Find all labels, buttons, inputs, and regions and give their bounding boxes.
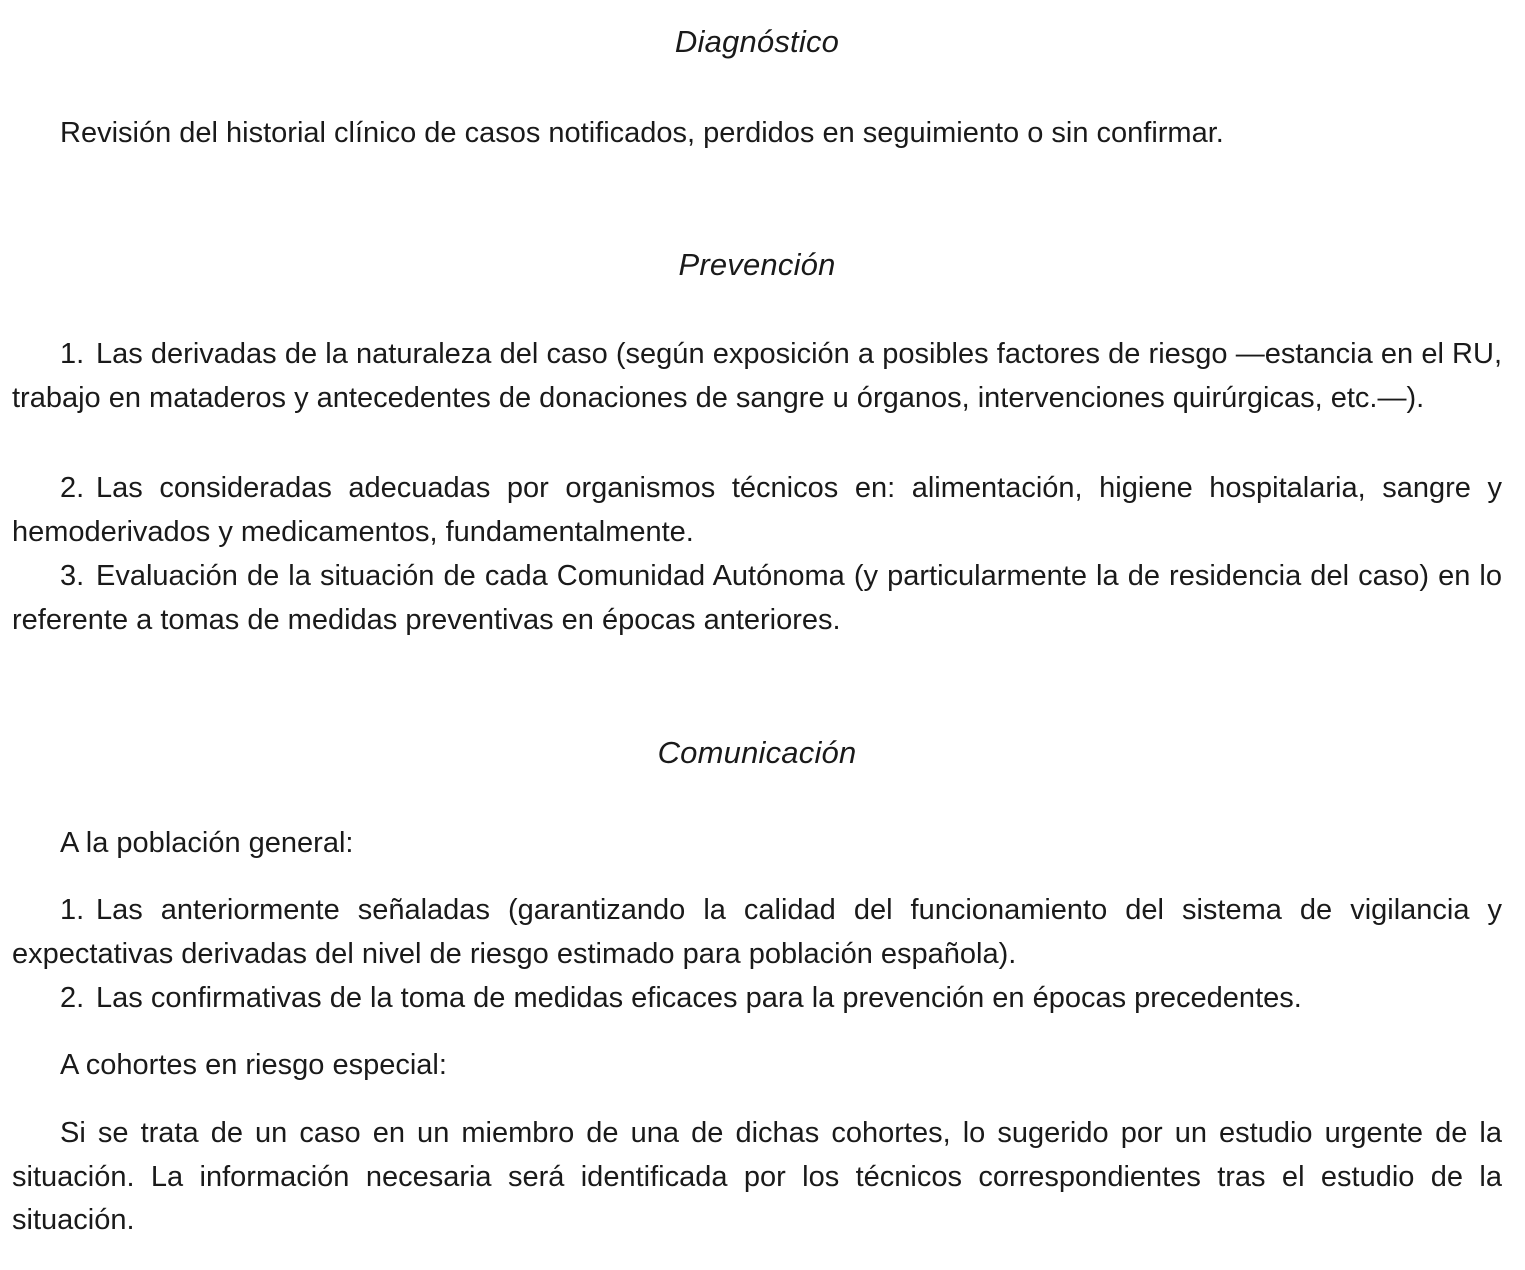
list-item-text: Las confirmativas de la toma de medidas eficaces para la prevención en épocas precedentes. (96, 982, 1302, 1014)
list-item-text: Las derivadas de la naturaleza del caso (según exposición a posibles factores de riesgo —estancia en el RU, trabajo en mataderos y antecedentes de donaciones de sangre u órganos, intervenciones quirúrgicas, etc.—). (12, 338, 1502, 414)
list-item-text: Las anteriormente señaladas (garantizando la calidad del funcionamiento del sistema de vigilancia y expectativas derivadas del nivel de riesgo estimado para población española). (12, 894, 1502, 970)
cohortes-label: A cohortes en riesgo especial: (60, 1049, 447, 1081)
document-page (12, 0, 1502, 1270)
list-item-text: Las consideradas adecuadas por organismos técnicos en: alimentación, higiene hospitalaria, sangre y hemoderivados y medicamentos, fundamentalmente. (12, 472, 1502, 548)
diagnostico-paragraph: Revisión del historial clínico de casos notificados, perdidos en seguimiento o sin confirmar. (60, 117, 1224, 149)
cohortes-paragraph: Si se trata de un caso en un miembro de una de dichas cohortes, lo sugerido por un estudio urgente de la situación. La información necesaria será identificada por los técnicos correspondientes tras el estudio de la situación. (12, 1117, 1502, 1236)
heading-comunicacion: Comunicación (657, 735, 857, 770)
prevencion-item-2 (12, 467, 1502, 554)
heading-diagnostico: Diagnóstico (674, 24, 840, 59)
list-item-text: Evaluación de la situación de cada Comunidad Autónoma (y particularmente la de residencia del caso) en lo referente a tomas de medidas preventivas en épocas anteriores. (12, 560, 1502, 636)
poblacion-general-label: A la población general: (60, 827, 354, 859)
list-item-number: 3. (60, 560, 85, 592)
comunicacion-item-1 (12, 889, 1502, 976)
list-item-number: 2. (60, 472, 85, 504)
heading-prevencion: Prevención (678, 247, 836, 282)
list-item-number: 1. (60, 894, 85, 926)
prevencion-item-3 (12, 555, 1502, 642)
prevencion-item-1 (12, 333, 1502, 420)
list-item-number: 2. (60, 982, 85, 1014)
comunicacion-item-2 (12, 977, 1502, 1021)
list-item-number: 1. (60, 338, 85, 370)
